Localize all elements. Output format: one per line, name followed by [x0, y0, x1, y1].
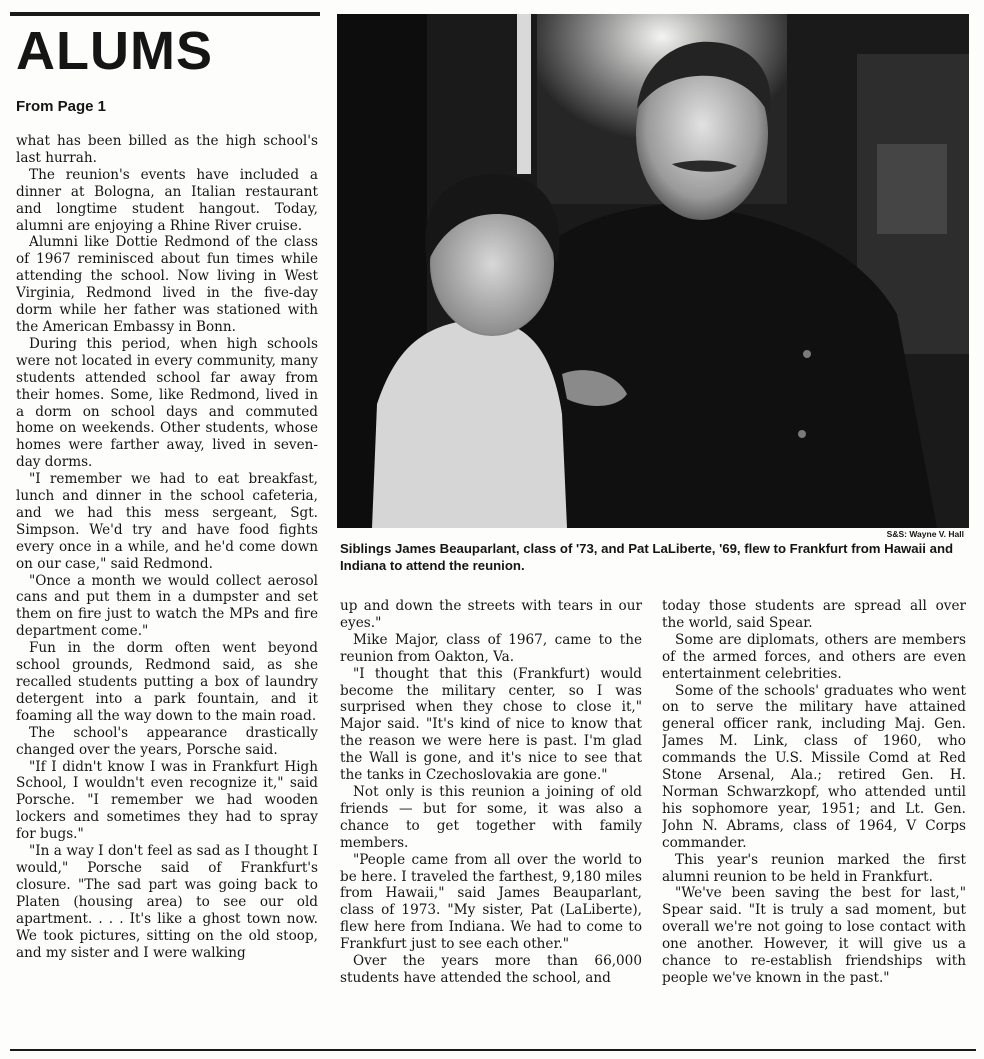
paragraph: Not only is this reunion a joining of old friends — but for some, it was also a chance to get together with family members.: [340, 783, 642, 851]
article-column-2: [340, 598, 642, 1044]
paragraph: "We've been saving the best for last," Spear said. "It is truly a sad moment, but overall we're not going to lose contact with one another. However, it will give us a chance to re-establish friendships with people we've known in the past.": [662, 885, 966, 986]
paragraph: Some are diplomats, others are members of the armed forces, and others are even entertainment celebrities.: [662, 631, 966, 682]
article-column-3: [662, 598, 966, 1044]
jump-line: From Page 1: [16, 98, 107, 115]
top-rule: [10, 12, 320, 16]
paragraph: "I remember we had to eat breakfast, lunch and dinner in the school cafeteria, and we had this mess sergeant, Sgt. Simpson. We'd try and have food fights every once in a while, and he'd come down on our case," said Redmond.: [16, 471, 318, 572]
reunion-photo: [337, 14, 969, 528]
article-column-1: [16, 133, 318, 1045]
paragraph: Fun in the dorm often went beyond school grounds, Redmond said, as she recalled students putting a box of laundry detergent into a park fountain, and it foaming all the way down to the main road.: [16, 640, 318, 724]
paragraph: "People came from all over the world to be here. I traveled the farthest, 9,180 miles from Hawaii," said James Beauparlant, class of 1973. "My sister, Pat (LaLiberte), flew here from Indiana. We had to come to Frankfurt just to see each other.": [340, 851, 642, 953]
paragraph: today those students are spread all over the world, said Spear.: [662, 598, 966, 631]
paragraph: "Once a month we would collect aerosol cans and put them in a dumpster and set them on fire just to watch the MPs and fire department come.": [16, 572, 318, 640]
siblings-photo-illustration: [337, 14, 969, 528]
paragraph: "If I didn't know I was in Frankfurt High School, I wouldn't even recognize it," said Porsche. "I remember we had wooden lockers and sometimes they had to spray for bugs.": [16, 758, 318, 843]
paragraph: This year's reunion marked the first alumni reunion to be held in Frankfurt.: [662, 851, 966, 885]
paragraph: Over the years more than 66,000 students have attended the school, and: [340, 953, 642, 986]
headline: ALUMS: [16, 21, 213, 81]
paragraph: "In a way I don't feel as sad as I thought I would," Porsche said of Frankfurt's closure. "The sad part was going back to Platen (housing area) to see our old apartment. . . . It's like a ghost town now. We took pictures, sitting on the old stoop, and my sister and I were walking: [16, 843, 318, 961]
paragraph: Alumni like Dottie Redmond of the class of 1967 reminisced about fun times while attending the school. Now living in West Virginia, Redmond lived in the five-day dorm while her father was stationed with the American Embassy in Bonn.: [16, 234, 318, 335]
paragraph: The reunion's events have included a dinner at Bologna, an Italian restaurant and longtime student hangout. Today, alumni are enjoying a Rhine River cruise.: [16, 166, 318, 234]
paragraph: During this period, when high schools were not located in every community, many students attended school far away from their homes. Some, like Redmond, lived in a dorm on school days and commuted home on weekends. Other students, whose homes were farther away, lived in seven-day dorms.: [16, 335, 318, 471]
paragraph: what has been billed as the high school's last hurrah.: [16, 133, 318, 166]
paragraph: "I thought that this (Frankfurt) would become the military center, so I was surprised when they chose to close it," Major said. "It's kind of nice to know that the reason we were here is past. I'm glad the Wall is gone, and it's nice to see that the tanks in Czechoslovakia are gone.": [340, 665, 642, 784]
paragraph: up and down the streets with tears in our eyes.": [340, 598, 642, 631]
photo-credit: S&S: Wayne V. Hall: [886, 529, 964, 539]
paragraph: Some of the schools' graduates who went on to serve the military have attained general officer rank, including Maj. Gen. James M. Link, class of 1960, who commands the U.S. Missile Comd at Red Stone Arsenal, Ala.; retired Gen. H. Norman Schwarzkopf, who attended until his sophomore year, 1951; and Lt. Gen. John N. Abrams, class of 1964, V Corps commander.: [662, 682, 966, 851]
paragraph: The school's appearance drastically changed over the years, Porsche said.: [16, 724, 318, 758]
photo-caption: Siblings James Beauparlant, class of '73, and Pat LaLiberte, '69, flew to Frankfurt from Hawaii and Indiana to attend the reunion.: [340, 541, 954, 573]
paragraph: Mike Major, class of 1967, came to the reunion from Oakton, Va.: [340, 631, 642, 665]
bottom-rule: [10, 1049, 976, 1051]
